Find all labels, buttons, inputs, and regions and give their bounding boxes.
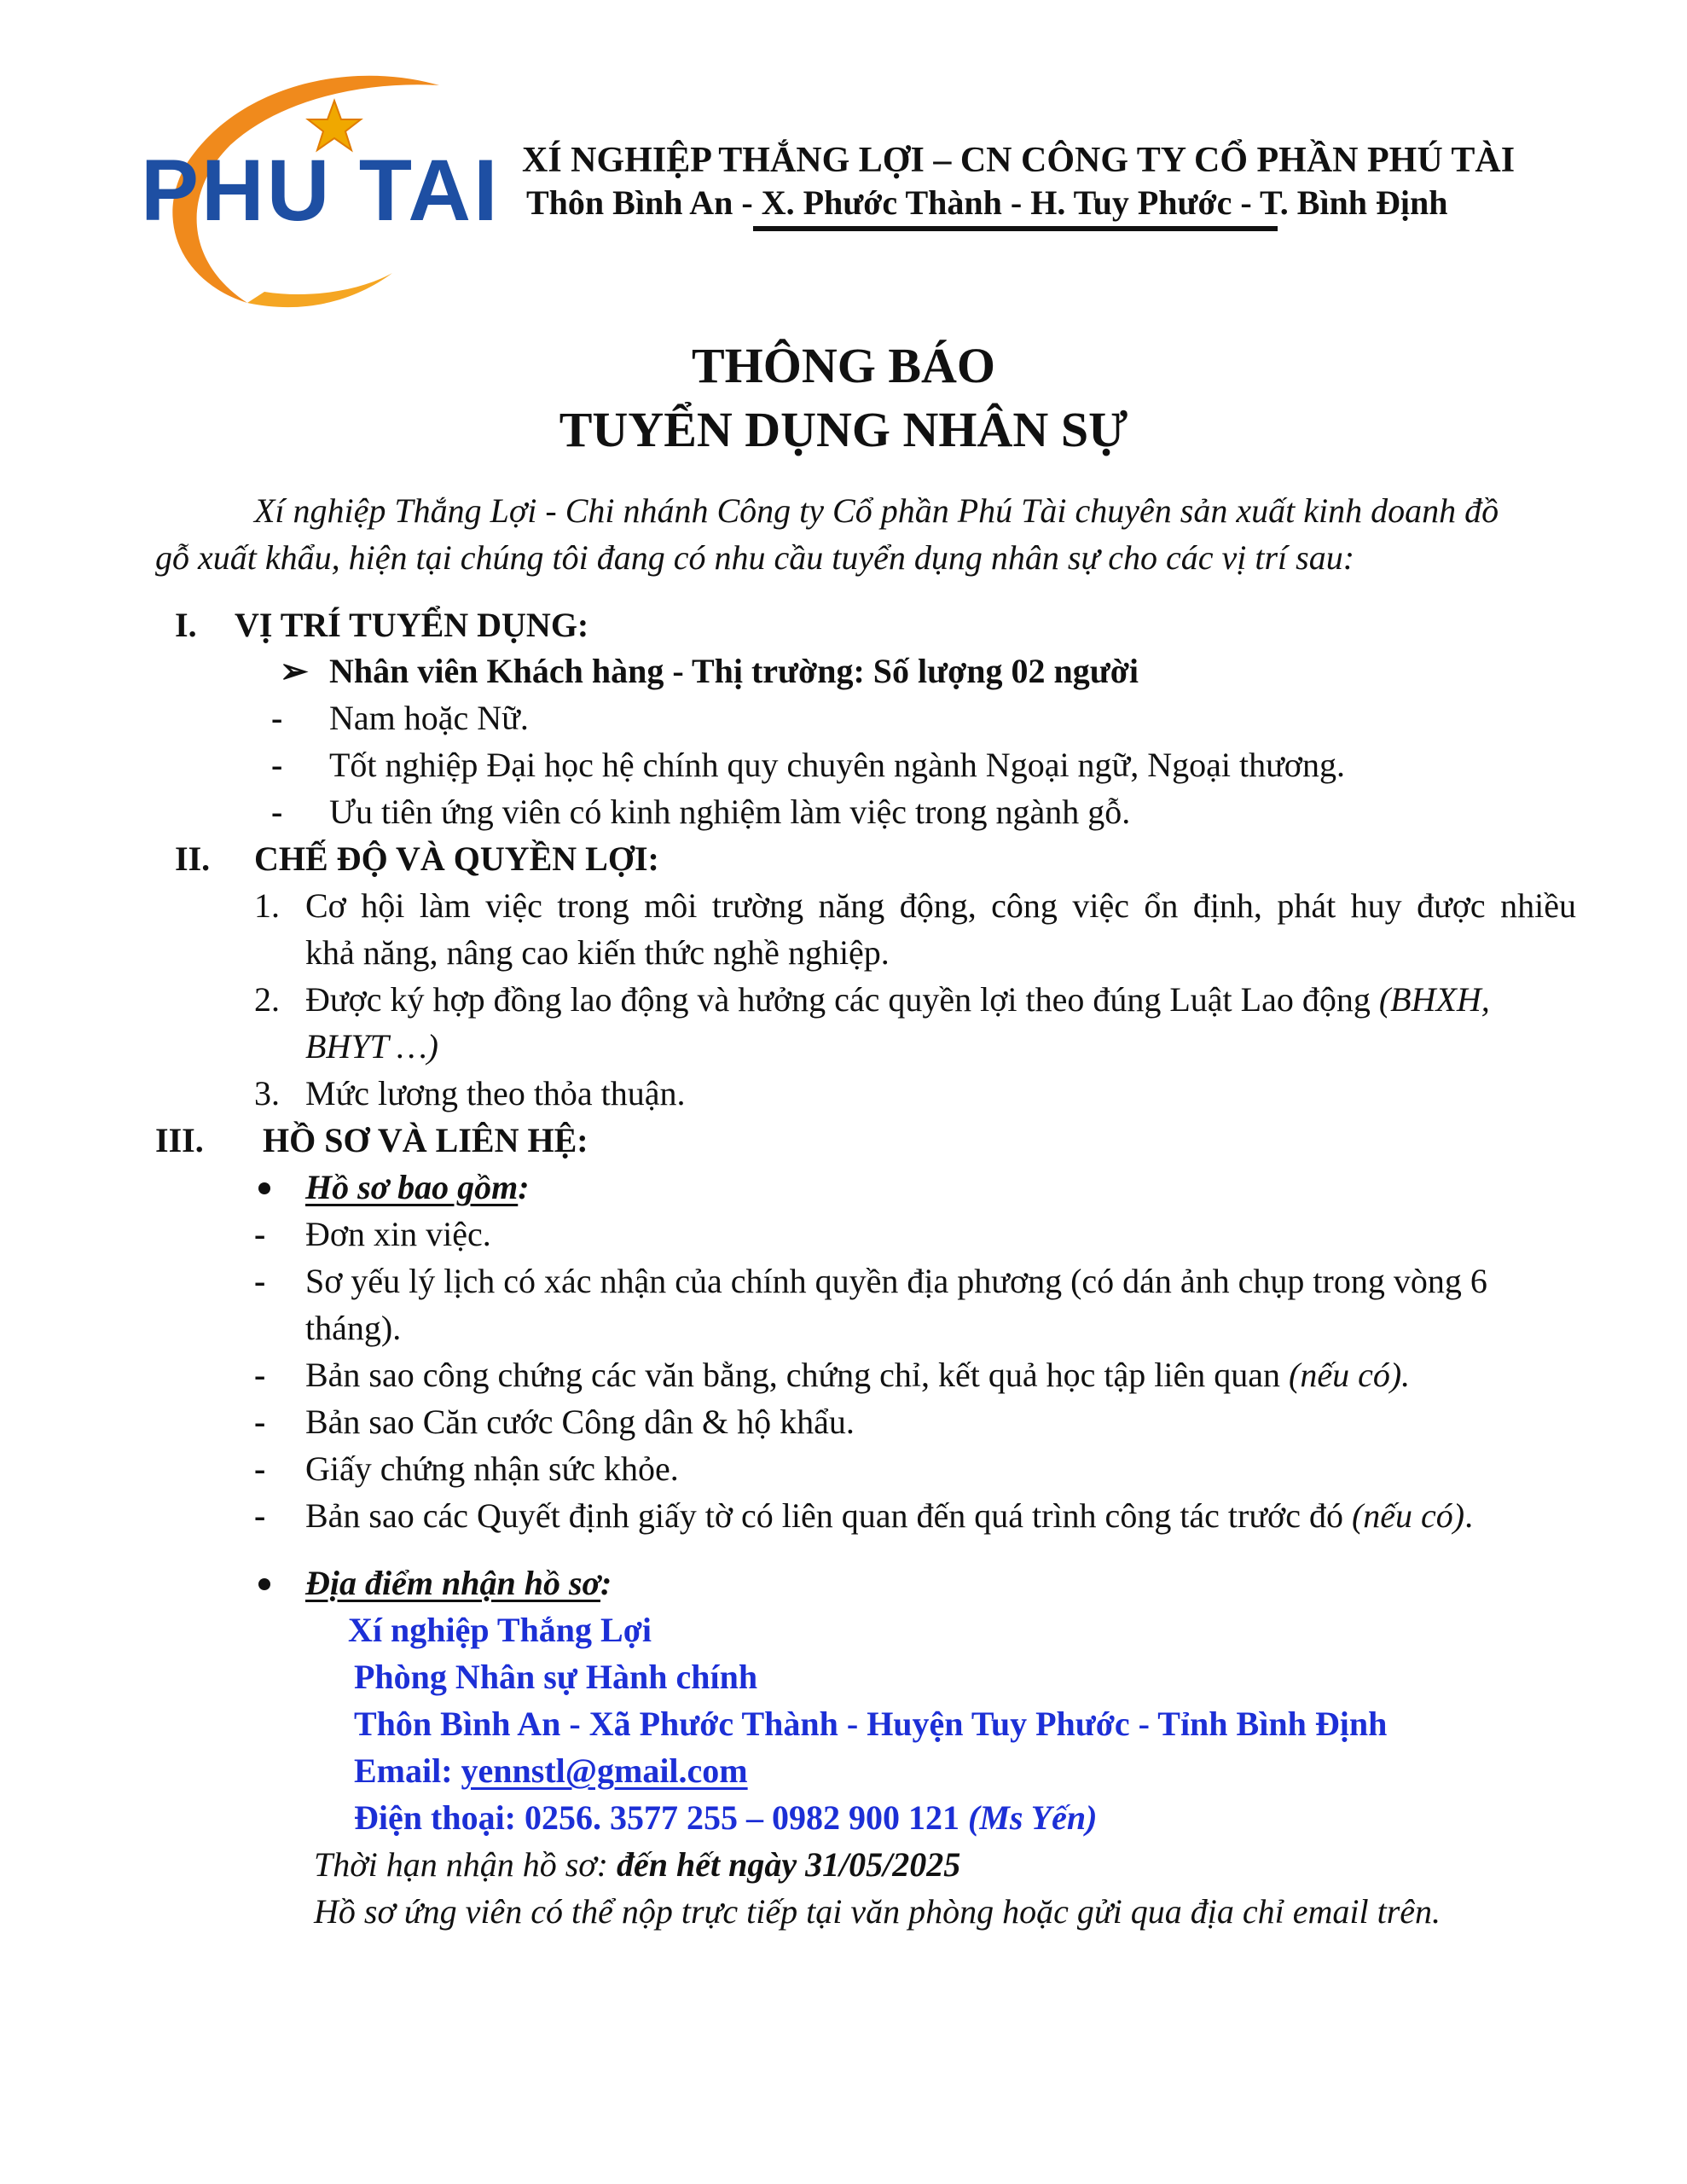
dash-bullet: - bbox=[254, 1403, 266, 1441]
document-item: Sơ yếu lý lịch có xác nhận của chính quyền địa phương (có dán ảnh chụp trong vòng 6 bbox=[305, 1262, 1487, 1300]
document-item: Giấy chứng nhận sức khỏe. bbox=[305, 1449, 679, 1488]
email-label: Email: bbox=[354, 1751, 461, 1790]
dash-bullet: - bbox=[254, 1449, 266, 1488]
document-item: Bản sao Căn cước Công dân & hộ khẩu. bbox=[305, 1403, 855, 1441]
contact-email bbox=[354, 1751, 748, 1790]
company-address bbox=[526, 183, 1448, 223]
address-commune: - X. Phước Thành - H. Tuy Phước - bbox=[741, 183, 1261, 222]
phone-numbers: Điện thoại: 0256. 3577 255 – 0982 900 121 bbox=[354, 1798, 968, 1837]
dash-bullet: - bbox=[254, 1215, 266, 1253]
document-item-tail: . bbox=[1464, 1496, 1474, 1535]
requirement-item: Ưu tiên ứng viên có kinh nghiệm làm việc trong ngành gỗ. bbox=[329, 793, 1131, 831]
benefit-item-3: Mức lương theo thỏa thuận. bbox=[305, 1074, 686, 1112]
submission-note: Hồ sơ ứng viên có thể nộp trực tiếp tại văn phòng hoặc gửi qua địa chỉ email trên. bbox=[314, 1892, 1441, 1931]
document-item-note: (nếu có). bbox=[1289, 1356, 1411, 1394]
location-department: Phòng Nhân sự Hành chính bbox=[354, 1658, 758, 1696]
section-3-numeral: III. bbox=[155, 1121, 204, 1159]
benefit-number: 1. bbox=[254, 886, 280, 925]
deadline-label: Thời hạn nhận hồ sơ: bbox=[314, 1845, 617, 1884]
document-item bbox=[305, 1496, 1474, 1535]
document-item: Đơn xin việc. bbox=[305, 1215, 491, 1253]
requirement-item: Nam hoặc Nữ. bbox=[329, 699, 529, 737]
document-item-text: Bản sao các Quyết định giấy tờ có liên quan đến quá trình công tác trước đó bbox=[305, 1496, 1343, 1535]
requirement-item: Tốt nghiệp Đại học hệ chính quy chuyên ngành Ngoại ngữ, Ngoại thương. bbox=[329, 746, 1345, 784]
header-divider bbox=[753, 226, 1278, 231]
document-item bbox=[305, 1358, 1410, 1392]
section-2-heading: CHẾ ĐỘ VÀ QUYỀN LỢI: bbox=[254, 839, 659, 878]
benefit-item-2-line-1 bbox=[305, 980, 1490, 1019]
benefit-number: 2. bbox=[254, 980, 280, 1019]
document-item-note: (nếu có) bbox=[1351, 1496, 1465, 1535]
location-label-colon: : bbox=[600, 1564, 612, 1602]
benefit-item-1-line-2: khả năng, nâng cao kiến thức nghề nghiệp. bbox=[305, 933, 890, 972]
section-1-heading: VỊ TRÍ TUYỂN DỤNG: bbox=[235, 606, 589, 644]
logo-wordmark: PHU TAI bbox=[141, 142, 501, 239]
dash-bullet: - bbox=[254, 1262, 266, 1300]
documents-label bbox=[305, 1170, 530, 1205]
dash-bullet: - bbox=[271, 699, 283, 737]
contact-phone bbox=[354, 1798, 1098, 1837]
bullet-icon bbox=[258, 1182, 270, 1194]
bullet-icon bbox=[258, 1578, 270, 1590]
documents-label-colon: : bbox=[518, 1168, 530, 1206]
location-address: Thôn Bình An - Xã Phước Thành - Huyện Tuy Phước - Tỉnh Bình Định bbox=[354, 1705, 1388, 1743]
documents-label-text: Hồ sơ bao gồm bbox=[305, 1168, 519, 1206]
position-title: Nhân viên Khách hàng - Thị trường: Số lượng 02 người bbox=[329, 652, 1139, 690]
section-1-numeral: I. bbox=[175, 606, 197, 644]
intro-line-1: Xí nghiệp Thắng Lợi - Chi nhánh Công ty Cổ phần Phú Tài chuyên sản xuất kinh doanh đồ bbox=[254, 491, 1499, 530]
dash-bullet: - bbox=[254, 1356, 266, 1394]
company-name: XÍ NGHIỆP THẮNG LỢI – CN CÔNG TY CỔ PHẦN PHÚ TÀI bbox=[522, 141, 1516, 180]
deadline bbox=[314, 1845, 961, 1884]
address-province: T. Bình Định bbox=[1260, 183, 1448, 222]
benefit-item-2-text: Được ký hợp đồng lao động và hưởng các quyền lợi theo đúng Luật Lao động bbox=[305, 980, 1371, 1019]
phone-contact-person: (Ms Yến) bbox=[968, 1798, 1098, 1837]
phu-tai-logo bbox=[136, 68, 520, 311]
location-name: Xí nghiệp Thắng Lợi bbox=[348, 1611, 652, 1649]
benefit-item-2-line-2: BHYT …) bbox=[305, 1027, 438, 1066]
email-link[interactable]: yennstl@gmail.com bbox=[461, 1751, 748, 1790]
notice-title: THÔNG BÁO bbox=[691, 338, 996, 393]
location-label bbox=[305, 1566, 612, 1600]
dash-bullet: - bbox=[271, 793, 283, 831]
benefit-number: 3. bbox=[254, 1074, 280, 1112]
document-item-text: Bản sao công chứng các văn bằng, chứng chỉ, kết quả học tập liên quan bbox=[305, 1356, 1280, 1394]
location-label-text: Địa điểm nhận hồ sơ bbox=[305, 1564, 600, 1602]
recruitment-title: TUYỂN DỤNG NHÂN SỰ bbox=[559, 402, 1128, 457]
arrow-bullet-icon: ➢ bbox=[280, 652, 309, 690]
section-2-numeral: II. bbox=[175, 839, 211, 878]
benefit-item-2-italic: (BHXH, bbox=[1378, 980, 1490, 1019]
benefit-item-1-line-1: Cơ hội làm việc trong môi trường năng động, công việc ổn định, phát huy được nhiều bbox=[305, 886, 1576, 925]
dash-bullet: - bbox=[254, 1496, 266, 1535]
intro-line-2: gỗ xuất khẩu, hiện tại chúng tôi đang có nhu cầu tuyển dụng nhân sự cho các vị trí sau: bbox=[155, 538, 1355, 577]
document-item-continued: tháng). bbox=[305, 1309, 402, 1347]
deadline-value: đến hết ngày 31/05/2025 bbox=[616, 1845, 961, 1884]
address-village: Thôn Bình An bbox=[526, 183, 742, 222]
section-3-heading: HỒ SƠ VÀ LIÊN HỆ: bbox=[263, 1121, 588, 1159]
dash-bullet: - bbox=[271, 746, 283, 784]
